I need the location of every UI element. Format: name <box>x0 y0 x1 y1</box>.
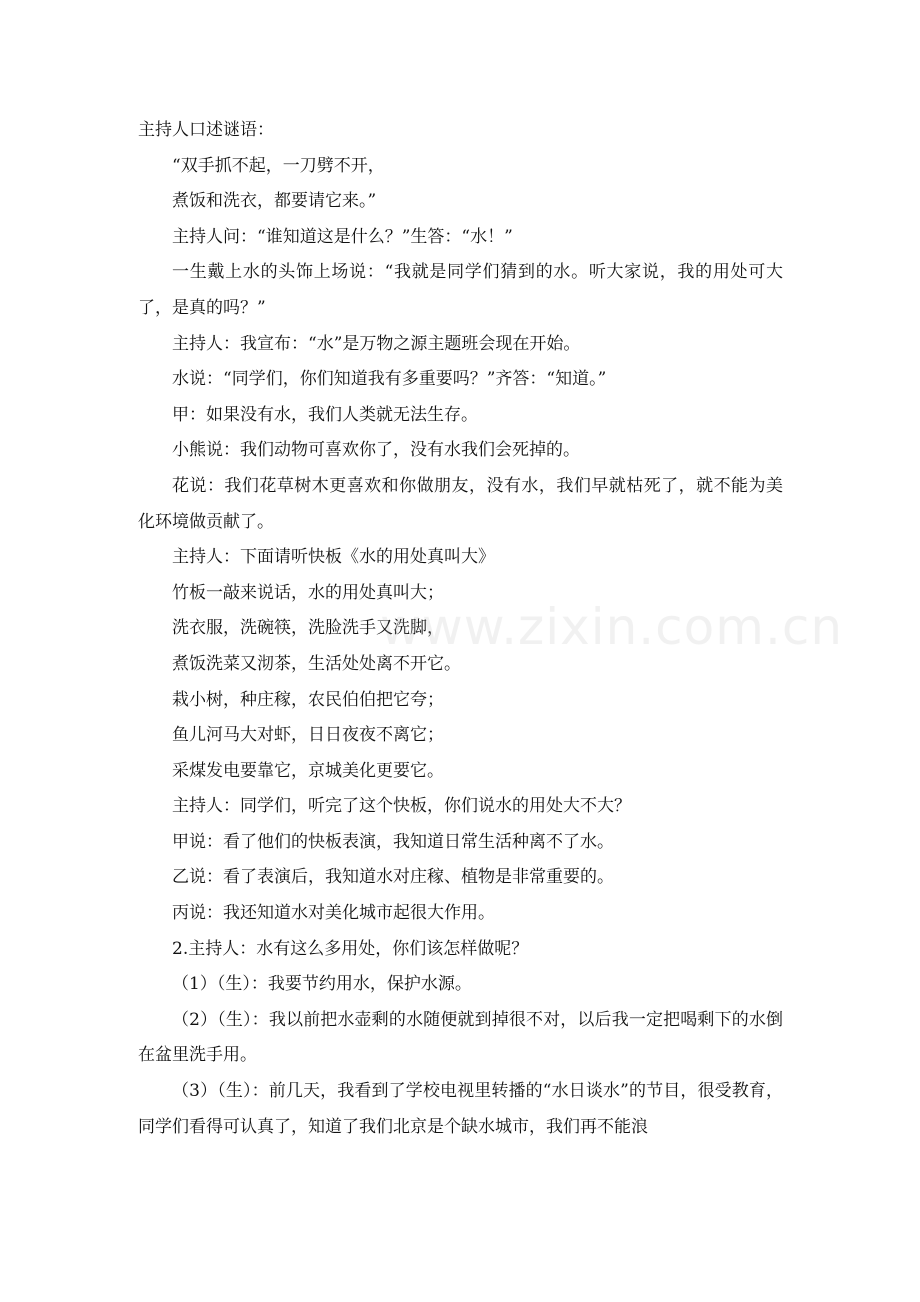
paragraph-13: 洗衣服，洗碗筷，洗脸洗手又洗脚， <box>172 618 444 639</box>
paragraph-4: 主持人问：“谁知道这是什么？”生答：“水！” <box>172 226 513 247</box>
paragraph-15: 栽小树，种庄稼，农民伯伯把它夸； <box>172 689 444 710</box>
paragraph-7: 水说：“同学们，你们知道我有多重要吗？”齐答：“知道。” <box>172 369 607 390</box>
paragraph-8: 甲：如果没有水，我们人类就无法生存。 <box>172 404 478 425</box>
paragraph-12: 竹板一敲来说话，水的用处真叫大； <box>172 582 444 603</box>
paragraph-1: 主持人口述谜语： <box>138 120 274 140</box>
paragraph-6: 主持人：我宣布：“水”是万物之源主题班会现在开始。 <box>172 333 581 354</box>
paragraph-22: 2.主持人：水有这么多用处，你们该怎样做呢？ <box>172 938 529 959</box>
paragraph-16: 鱼儿河马大对虾，日日夜夜不离它； <box>172 725 444 746</box>
document-body <box>138 113 783 1145</box>
paragraph-5: 一生戴上水的头饰上场说：“我就是同学们猜到的水。听大家说，我的用处可大了，是真的吗？” <box>138 262 783 318</box>
paragraph-11: 主持人：下面请听快板《水的用处真叫大》 <box>172 547 495 568</box>
paragraph-21: 丙说：我还知道水对美化城市起很大作用。 <box>172 903 495 924</box>
paragraph-2: “双手抓不起，一刀劈不开， <box>172 155 385 176</box>
paragraph-23: （1）（生）：我要节约用水，保护水源。 <box>172 974 472 995</box>
paragraph-20: 乙说：看了表演后，我知道水对庄稼、植物是非常重要的。 <box>172 867 614 888</box>
watermark: www.zixin.com.cn <box>380 598 844 656</box>
paragraph-10: 花说：我们花草树木更喜欢和你做朋友，没有水，我们早就枯死了，就不能为美化环境做贡献了。 <box>138 475 783 532</box>
paragraph-18: 主持人：同学们，听完了这个快板，你们说水的用处大不大？ <box>172 796 631 817</box>
paragraph-14: 煮饭洗菜又沏茶，生活处处离不开它。 <box>172 653 461 674</box>
paragraph-25: （3）（生）：前几天，我看到了学校电视里转播的“水日谈水”的节目，很受教育，同学们看得可认真了，知道了我们北京是个缺水城市，我们再不能浪 <box>138 1081 783 1137</box>
paragraph-9: 小熊说：我们动物可喜欢你了，没有水我们会死掉的。 <box>172 440 580 461</box>
paragraph-3: 煮饭和洗衣，都要请它来。” <box>172 191 377 212</box>
paragraph-17: 采煤发电要靠它，京城美化更要它。 <box>172 760 444 781</box>
paragraph-24: （2）（生）：我以前把水壶剩的水随便就到掉很不对，以后我一定把喝剩下的水倒在盆里洗手用。 <box>138 1009 783 1066</box>
paragraph-19: 甲说：看了他们的快板表演，我知道日常生活种离不了水。 <box>172 831 614 852</box>
